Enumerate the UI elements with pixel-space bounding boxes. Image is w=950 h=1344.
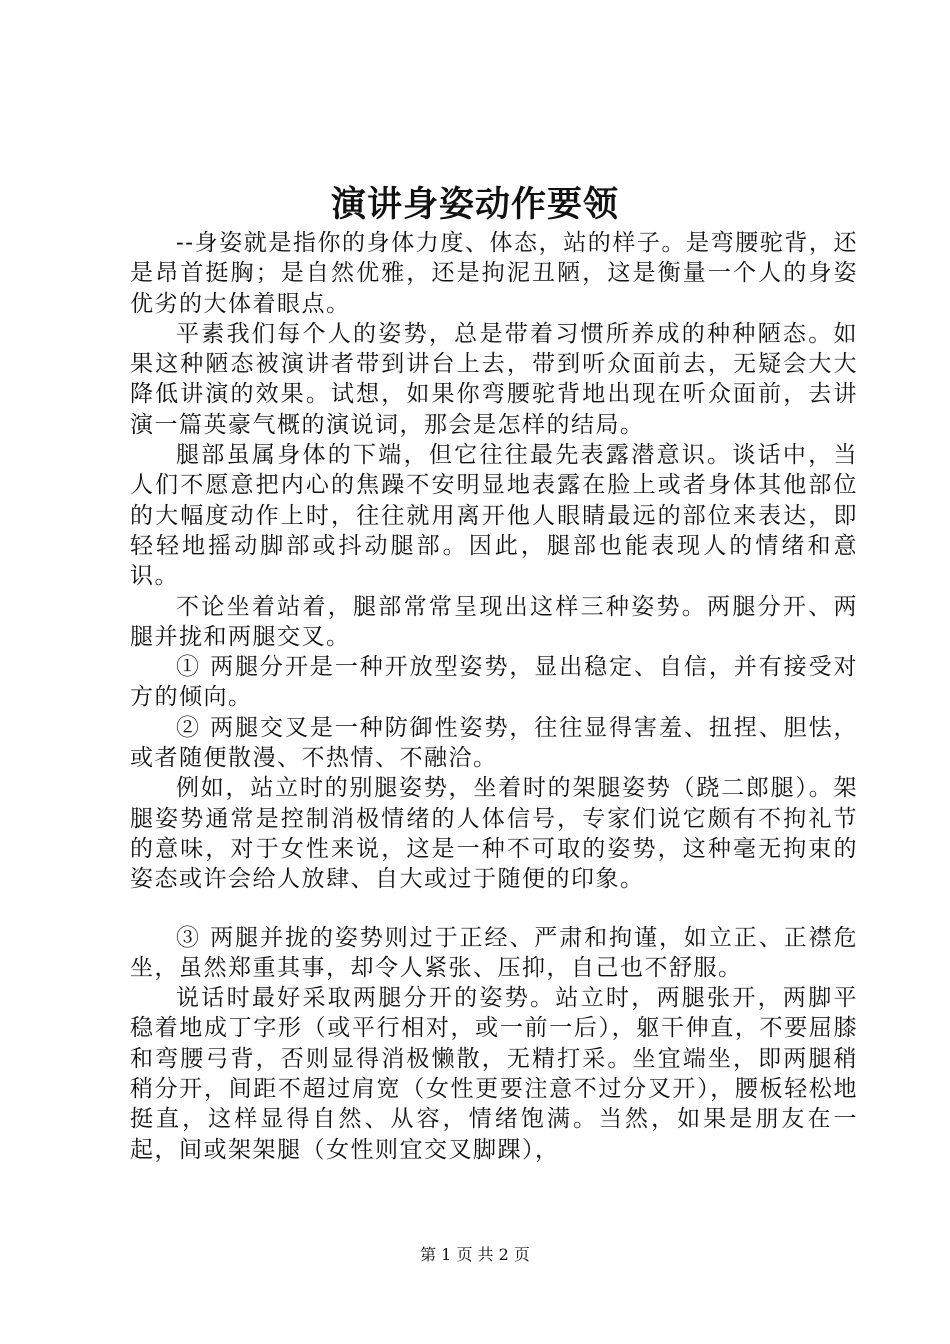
document-title: 演讲身姿动作要领 bbox=[330, 184, 619, 225]
paragraph: 不论坐着站着，腿部常常呈现出这样三种姿势。两腿分开、两腿并拢和两腿交叉。 bbox=[130, 593, 858, 650]
paragraph: --身姿就是指你的身体力度、体态，站的样子。是弯腰驼背，还是昂首挺胸；是自然优雅，还是拘泥丑陋，这是衡量一个人的身姿优劣的大体着眼点。 bbox=[130, 230, 858, 317]
paragraph: 腿部虽属身体的下端，但它往往最先表露潜意识。谈话中，当人们不愿意把内心的焦躁不安明显地表露在脸上或者身体其他部位的大幅度动作上时，往往就用离开他人眼睛最远的部位来表达，即轻轻地摇动脚部或抖动腿部。因此，腿部也能表现人的情绪和意识。 bbox=[130, 442, 858, 590]
paragraph: 平素我们每个人的姿势，总是带着习惯所养成的种种陋态。如果这种陋态被演讲者带到讲台上去，带到听众面前去，无疑会大大降低讲演的效果。试想，如果你弯腰驼背地出现在听众面前，去讲演一篇英豪气概的演说词，那会是怎样的结局。 bbox=[130, 320, 858, 438]
page-number: 第 1 页 共 2 页 bbox=[420, 1245, 530, 1264]
document-body bbox=[130, 228, 858, 1165]
paragraph: ② 两腿交叉是一种防御性姿势，往往显得害羞、扭捏、胆怯，或者随便散漫、不热情、不融洽。 bbox=[130, 714, 858, 772]
paragraph: 例如，站立时的别腿姿势，坐着时的架腿姿势（跷二郎腿）。架腿姿势通常是控制消极情绪的人体信号，专家们说它颇有不拘礼节的意味，对于女性来说，这是一种不可取的姿势，这种毫无拘束的姿态或许会给人放肆、自大或过于随便的印象。 bbox=[130, 775, 858, 893]
paragraph: ③ 两腿并拢的姿势则过于正经、严肃和拘谨，如立正、正襟危坐，虽然郑重其事，却令人紧张、压抑，自己也不舒服。 bbox=[130, 924, 858, 981]
paragraph: ① 两腿分开是一种开放型姿势，显出稳定、自信，并有接受对方的倾向。 bbox=[130, 654, 858, 711]
paragraph: 说话时最好采取两腿分开的姿势。站立时，两腿张开，两脚平稳着地成丁字形（或平行相对，或一前一后），躯干伸直，不要屈膝和弯腰弓背，否则显得消极懒散，无精打采。坐宜端坐，即两腿稍稍分开，间距不超过肩宽（女性更要注意不过分叉开），腰板轻松地挺直，这样显得自然、从容，情绪饱满。当然，如果是朋友在一起，间或架架腿（女性则宜交叉脚踝）， bbox=[130, 985, 858, 1163]
